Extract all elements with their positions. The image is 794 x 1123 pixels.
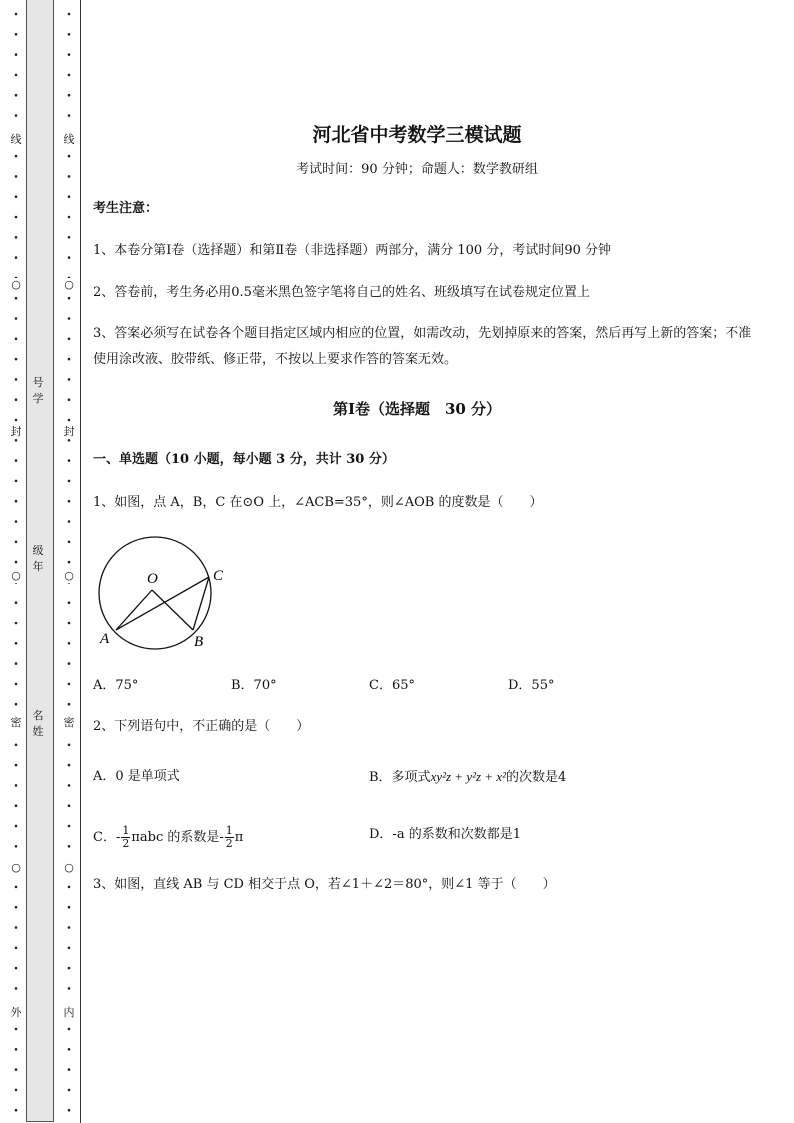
dot [15, 1048, 18, 1051]
dot [15, 13, 18, 16]
segment-oa [116, 590, 152, 630]
field-name: 名姓 [32, 709, 44, 738]
dot [68, 378, 71, 381]
dot [15, 906, 18, 909]
dot [68, 926, 71, 929]
q2-c-prefix: C．- [93, 830, 121, 845]
dot [68, 561, 71, 564]
dot [68, 74, 71, 77]
dot [15, 480, 18, 483]
q2-b-suffix: 的次数是4 [506, 770, 567, 785]
dot [68, 541, 71, 544]
dot [68, 338, 71, 341]
page-subtitle: 考试时间：90 分钟；命题人：数学教研组 [296, 162, 538, 177]
notice-item-3: 3、答案必须写在试卷各个题目指定区域内相应的位置，如需改动，先划掉原来的答案，然后再写上新的答案；不准使用涂改液、胶带纸、修正带，不按以上要求作答的答案无效。 [93, 326, 752, 367]
outer-mark-1: ○ [9, 278, 23, 292]
dot [15, 53, 18, 56]
dot [15, 784, 18, 787]
q2-b-prefix: B．多项式 [369, 770, 431, 785]
dot [15, 825, 18, 828]
dot [68, 1028, 71, 1031]
dot [15, 703, 18, 706]
dot [15, 622, 18, 625]
dot [15, 642, 18, 645]
q2-option-d: D．-a 的系数和次数都是1 [369, 827, 521, 842]
label-o: O [147, 571, 158, 587]
q2-c-num-2: 1 [225, 824, 233, 837]
dot [15, 358, 18, 361]
dot [68, 683, 71, 686]
dot [68, 13, 71, 16]
dot [15, 1089, 18, 1092]
q2-c-fraction-2 [225, 825, 234, 850]
dot [68, 642, 71, 645]
dot [15, 1028, 18, 1031]
dot [68, 886, 71, 889]
dot [15, 297, 18, 300]
part-heading: 一、单选题（10 小题，每小题 3 分，共计 30 分） [93, 452, 395, 467]
dot [15, 987, 18, 990]
inner-mark-2: 封 [63, 425, 75, 438]
dot [68, 439, 71, 442]
outer-mark-3: ○ [9, 569, 23, 583]
outer-mark-5: ○ [9, 861, 23, 875]
dot [68, 804, 71, 807]
notice-item-1: 1、本卷分第Ⅰ卷（选择题）和第Ⅱ卷（非选择题）两部分，满分 100 分，考试时间90 分钟 [93, 243, 611, 258]
dot [68, 155, 71, 158]
q2-c-mid: πabc 的系数是- [131, 830, 224, 845]
dot [15, 94, 18, 97]
dot [15, 601, 18, 604]
dot [68, 744, 71, 747]
field-grade: 级年 [32, 544, 44, 573]
dot [15, 967, 18, 970]
dot [68, 764, 71, 767]
dot [68, 967, 71, 970]
dot [15, 33, 18, 36]
q2-option-b [369, 767, 566, 788]
dot [15, 195, 18, 198]
dot [15, 744, 18, 747]
question-1: 1、如图，点 A，B，C 在⊙O 上，∠ACB=35°，则∠AOB 的度数是（ ） [93, 495, 543, 510]
dot [15, 500, 18, 503]
label-a: A [100, 631, 110, 647]
q2-c-den-1: 2 [122, 837, 130, 850]
dot [68, 703, 71, 706]
dot [15, 541, 18, 544]
dot [68, 1048, 71, 1051]
question-2: 2、下列语句中，不正确的是（ ） [93, 719, 310, 734]
dot [68, 1068, 71, 1071]
dot [15, 114, 18, 117]
label-c: C [213, 568, 224, 584]
q1-option-c: C．65° [369, 678, 415, 693]
outer-mark-2: 封 [10, 425, 22, 438]
inner-mark-5: ○ [62, 861, 76, 875]
dot [15, 947, 18, 950]
dot [15, 1068, 18, 1071]
dot [15, 683, 18, 686]
dot [15, 926, 18, 929]
outer-mark-6: 外 [10, 1006, 22, 1019]
inner-mark-3: ○ [62, 569, 76, 583]
section-title: 第Ⅰ卷（选择题 30 分） [332, 400, 502, 418]
q2-c-num-1: 1 [122, 824, 130, 837]
dot [15, 459, 18, 462]
dot [68, 236, 71, 239]
page-title: 河北省中考数学三模试题 [312, 124, 522, 146]
dot [68, 601, 71, 604]
notice-item-2: 2、答卷前，考生务必用0.5毫米黑色签字笔将自己的姓名、班级填写在试卷规定位置上 [93, 285, 590, 300]
dot [15, 520, 18, 523]
dot [68, 94, 71, 97]
dot [68, 825, 71, 828]
dot [68, 358, 71, 361]
dot [68, 906, 71, 909]
inner-mark-4: 密 [63, 716, 75, 729]
dot [15, 1109, 18, 1112]
segment-ob [152, 590, 193, 630]
dot [15, 804, 18, 807]
dot [15, 317, 18, 320]
inner-mark-0: 线 [63, 133, 75, 146]
dot [68, 195, 71, 198]
dot [15, 155, 18, 158]
dot [68, 53, 71, 56]
notice-heading: 考生注意： [93, 201, 159, 216]
field-student-number: 号学 [32, 376, 44, 405]
inner-mark-6: 内 [63, 1006, 75, 1019]
dot [68, 520, 71, 523]
dot [68, 480, 71, 483]
q1-option-b: B．70° [231, 678, 277, 693]
dot [68, 256, 71, 259]
dot [68, 317, 71, 320]
dot [68, 845, 71, 848]
dot [68, 419, 71, 422]
question-3: 3、如图，直线 AB 与 CD 相交于点 O，若∠1＋∠2＝80°，则∠1 等于（ ） [93, 877, 556, 892]
dot [68, 1089, 71, 1092]
inner-mark-1: ○ [62, 278, 76, 292]
dot [15, 74, 18, 77]
dot [68, 784, 71, 787]
dot [15, 419, 18, 422]
dot [68, 947, 71, 950]
dot [15, 439, 18, 442]
dot [15, 845, 18, 848]
outer-mark-4: 密 [10, 716, 22, 729]
question-1-figure [92, 532, 232, 652]
q2-c-fraction-1 [121, 825, 130, 850]
dot [68, 622, 71, 625]
dot [68, 459, 71, 462]
dot [68, 33, 71, 36]
dot [15, 662, 18, 665]
dot [15, 236, 18, 239]
dot [15, 561, 18, 564]
dot [15, 764, 18, 767]
q1-option-d: D．55° [508, 678, 555, 693]
dot [15, 378, 18, 381]
dot [68, 114, 71, 117]
dot [68, 297, 71, 300]
dot [15, 256, 18, 259]
q2-b-expr: xy²z + y²z + x² [430, 769, 506, 784]
dot [15, 338, 18, 341]
q2-c-end: π [234, 830, 244, 845]
dot [15, 886, 18, 889]
q1-option-a: A．75° [93, 678, 139, 693]
dot [15, 216, 18, 219]
outer-mark-0: 线 [10, 133, 22, 146]
dot [68, 500, 71, 503]
q2-option-c [93, 825, 243, 850]
q2-c-den-2: 2 [225, 837, 233, 850]
dot [68, 662, 71, 665]
q2-option-a: A．0 是单项式 [93, 769, 180, 784]
dot [68, 216, 71, 219]
dot [68, 987, 71, 990]
label-b: B [194, 634, 204, 650]
dot [68, 1109, 71, 1112]
